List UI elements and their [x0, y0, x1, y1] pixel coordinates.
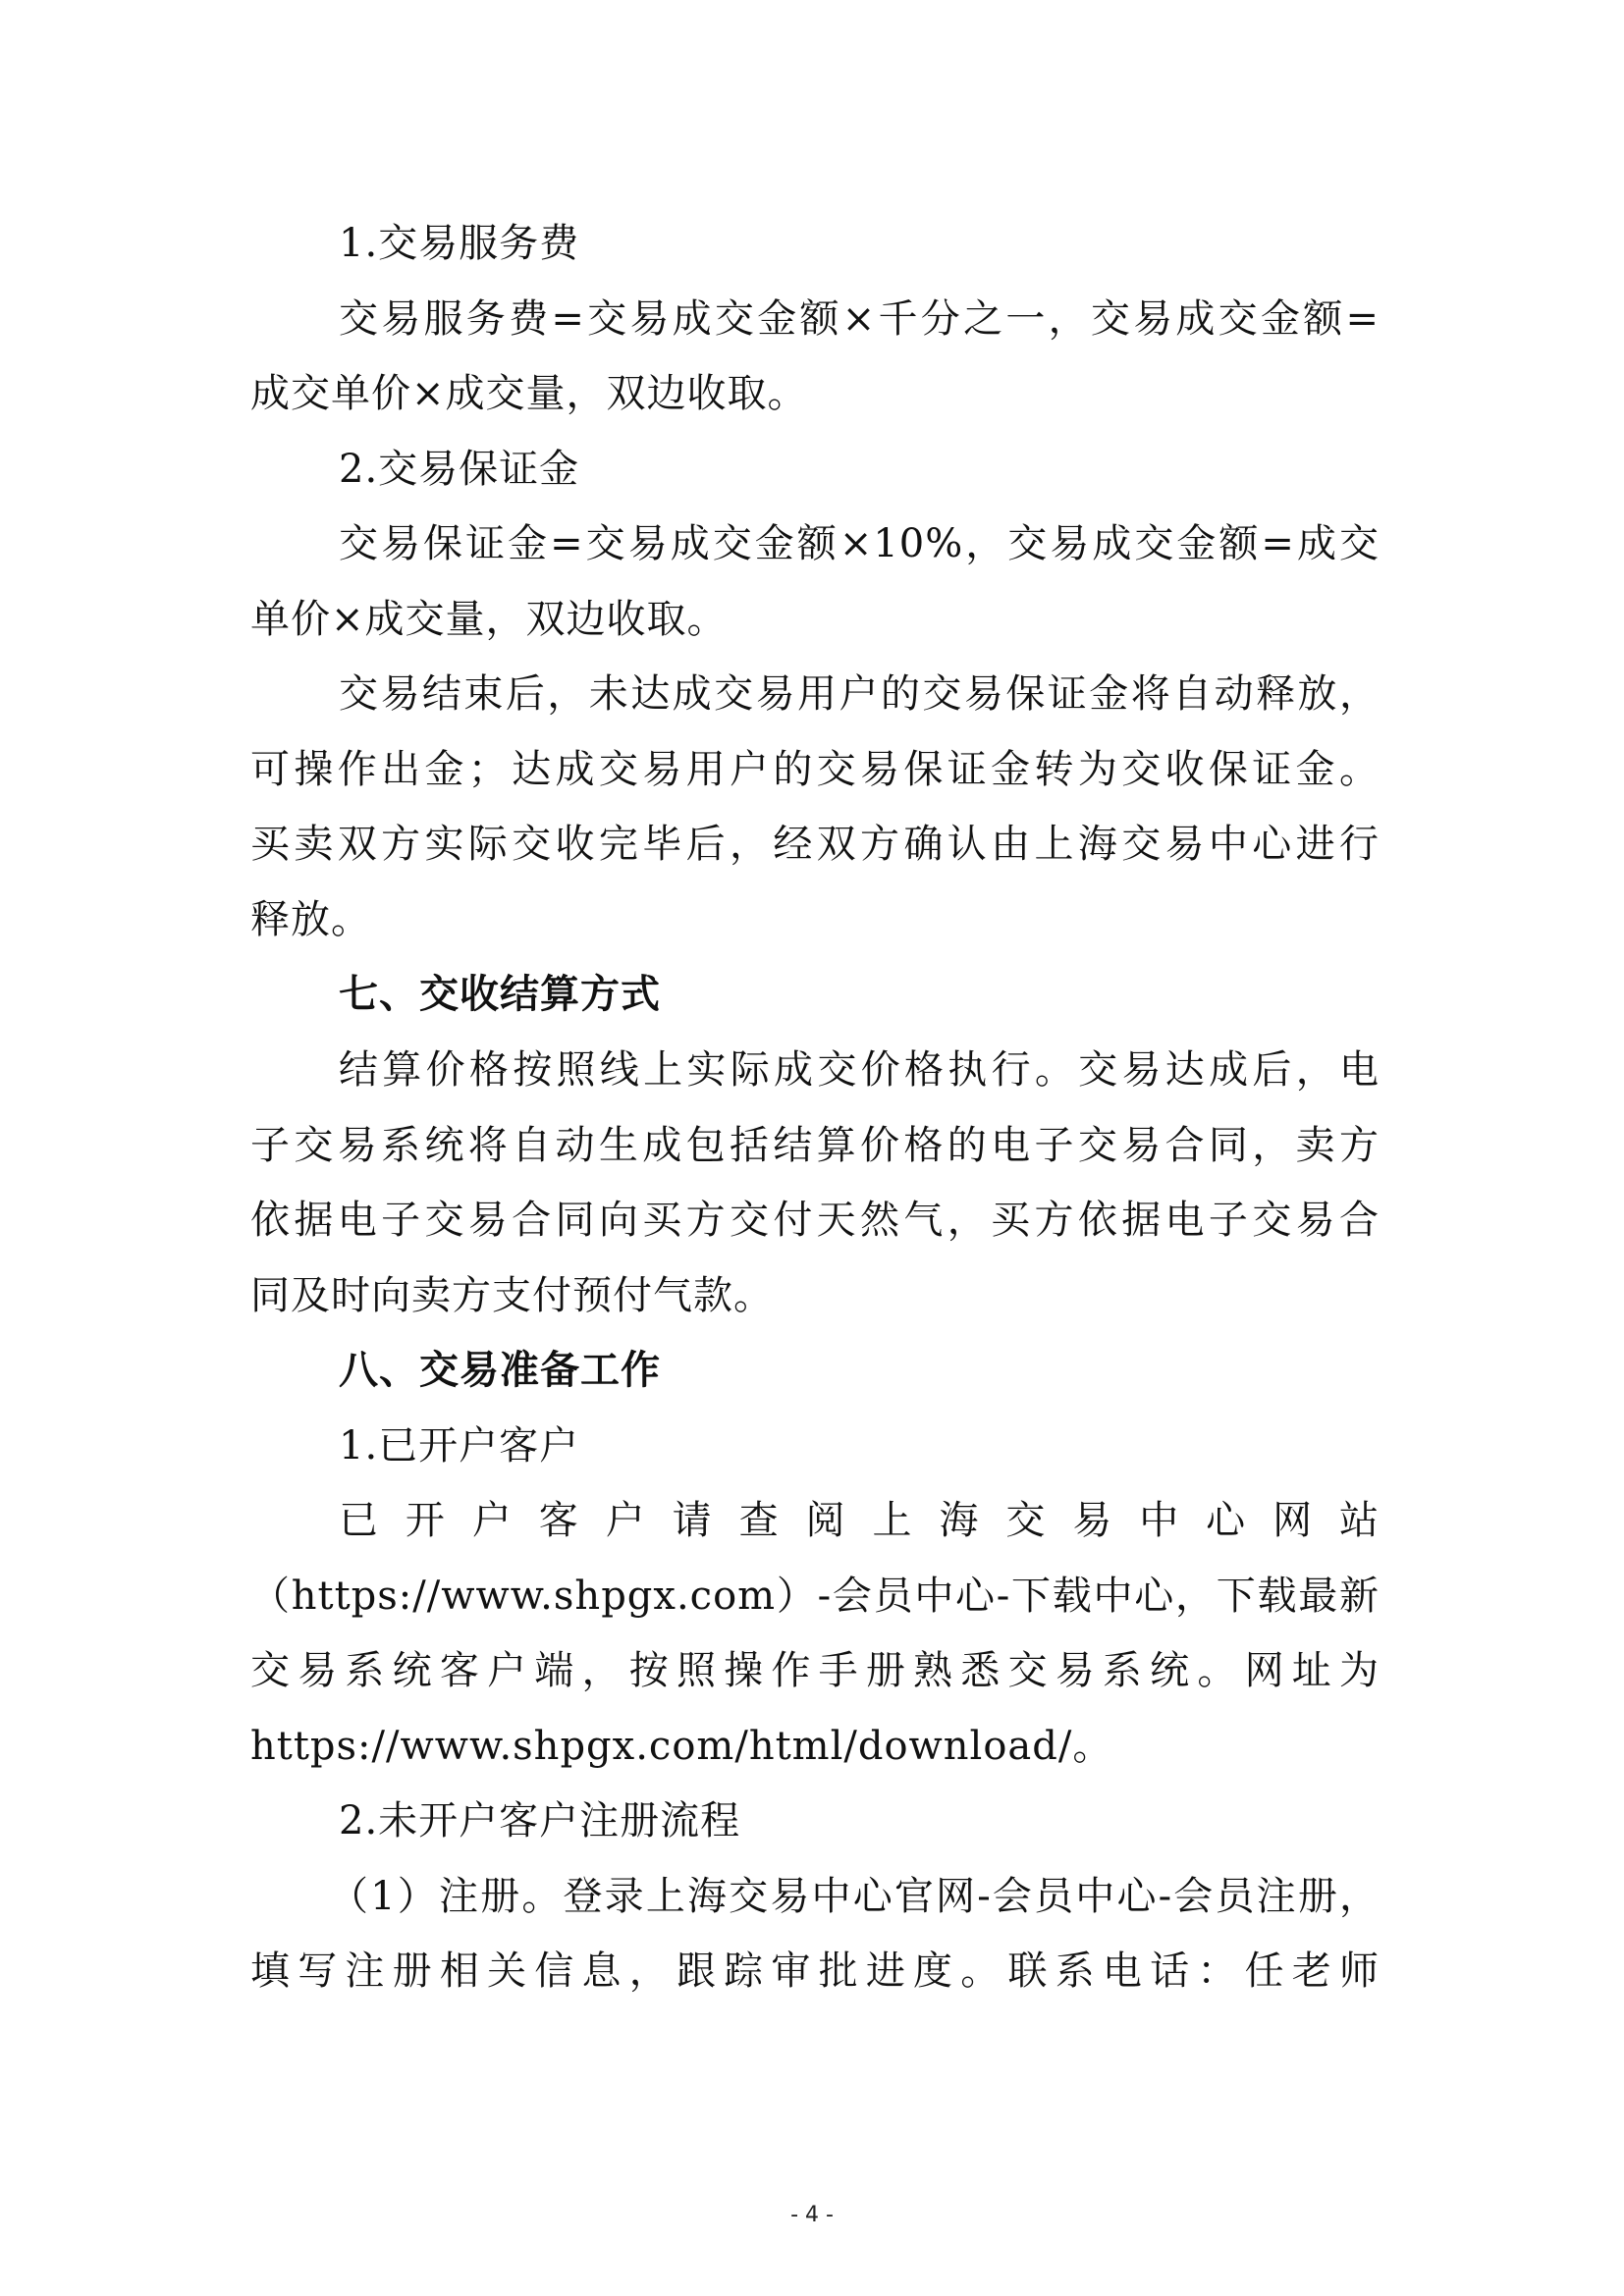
paragraph-line: 交易保证金=交易成交金额×10%，交易成交金额=成交: [339, 521, 1380, 566]
paragraph-line: 同及时向卖方支付预付气款。: [250, 1273, 774, 1318]
subsection-heading-existing-clients: 1.已开户客户: [339, 1423, 580, 1468]
paragraph-line: 可操作出金；达成交易用户的交易保证金转为交收保证金。: [250, 747, 1380, 792]
section-heading-settlement: 七、交收结算方式: [339, 972, 661, 1017]
paragraph-line: 交易系统客户端，按照操作手册熟悉交易系统。网址为: [250, 1648, 1380, 1693]
paragraph-line: 释放。: [250, 897, 371, 942]
paragraph-line: 填写注册相关信息，跟踪审批进度。联系电话：任老师: [250, 1949, 1380, 1994]
subsection-heading-deposit: 2.交易保证金: [339, 447, 580, 492]
paragraph-line: （1）注册。登录上海交易中心官网-会员中心-会员注册，: [329, 1874, 1380, 1919]
paragraph-line: 子交易系统将自动生成包括结算价格的电子交易合同，卖方: [250, 1123, 1380, 1168]
paragraph-line: 成交单价×成交量，双边收取。: [250, 371, 808, 416]
paragraph-line: 交易服务费=交易成交金额×千分之一，交易成交金额=: [339, 296, 1380, 342]
subsection-heading-service-fee: 1.交易服务费: [339, 221, 580, 266]
paragraph-line: 结算价格按照线上实际成交价格执行。交易达成后，电: [339, 1047, 1380, 1093]
paragraph-line: 交易结束后，未达成交易用户的交易保证金将自动释放，: [339, 671, 1380, 717]
paragraph-line: 依据电子交易合同向买方交付天然气，买方依据电子交易合: [250, 1198, 1380, 1243]
subsection-heading-registration: 2.未开户客户注册流程: [339, 1798, 741, 1843]
paragraph-line: 买卖双方实际交收完毕后，经双方确认由上海交易中心进行: [250, 822, 1380, 867]
paragraph-line: （https://www.shpgx.com）-会员中心-下载中心，下载最新: [250, 1574, 1380, 1619]
section-heading-preparation: 八、交易准备工作: [339, 1348, 661, 1393]
paragraph-line: 单价×成交量，双边收取。: [250, 597, 728, 642]
paragraph-line-url: https://www.shpgx.com/html/download/。: [250, 1724, 1113, 1769]
page-number: - 4 -: [790, 2203, 834, 2227]
paragraph-line: 已开户客户请查阅上海交易中心网站: [339, 1498, 1380, 1543]
